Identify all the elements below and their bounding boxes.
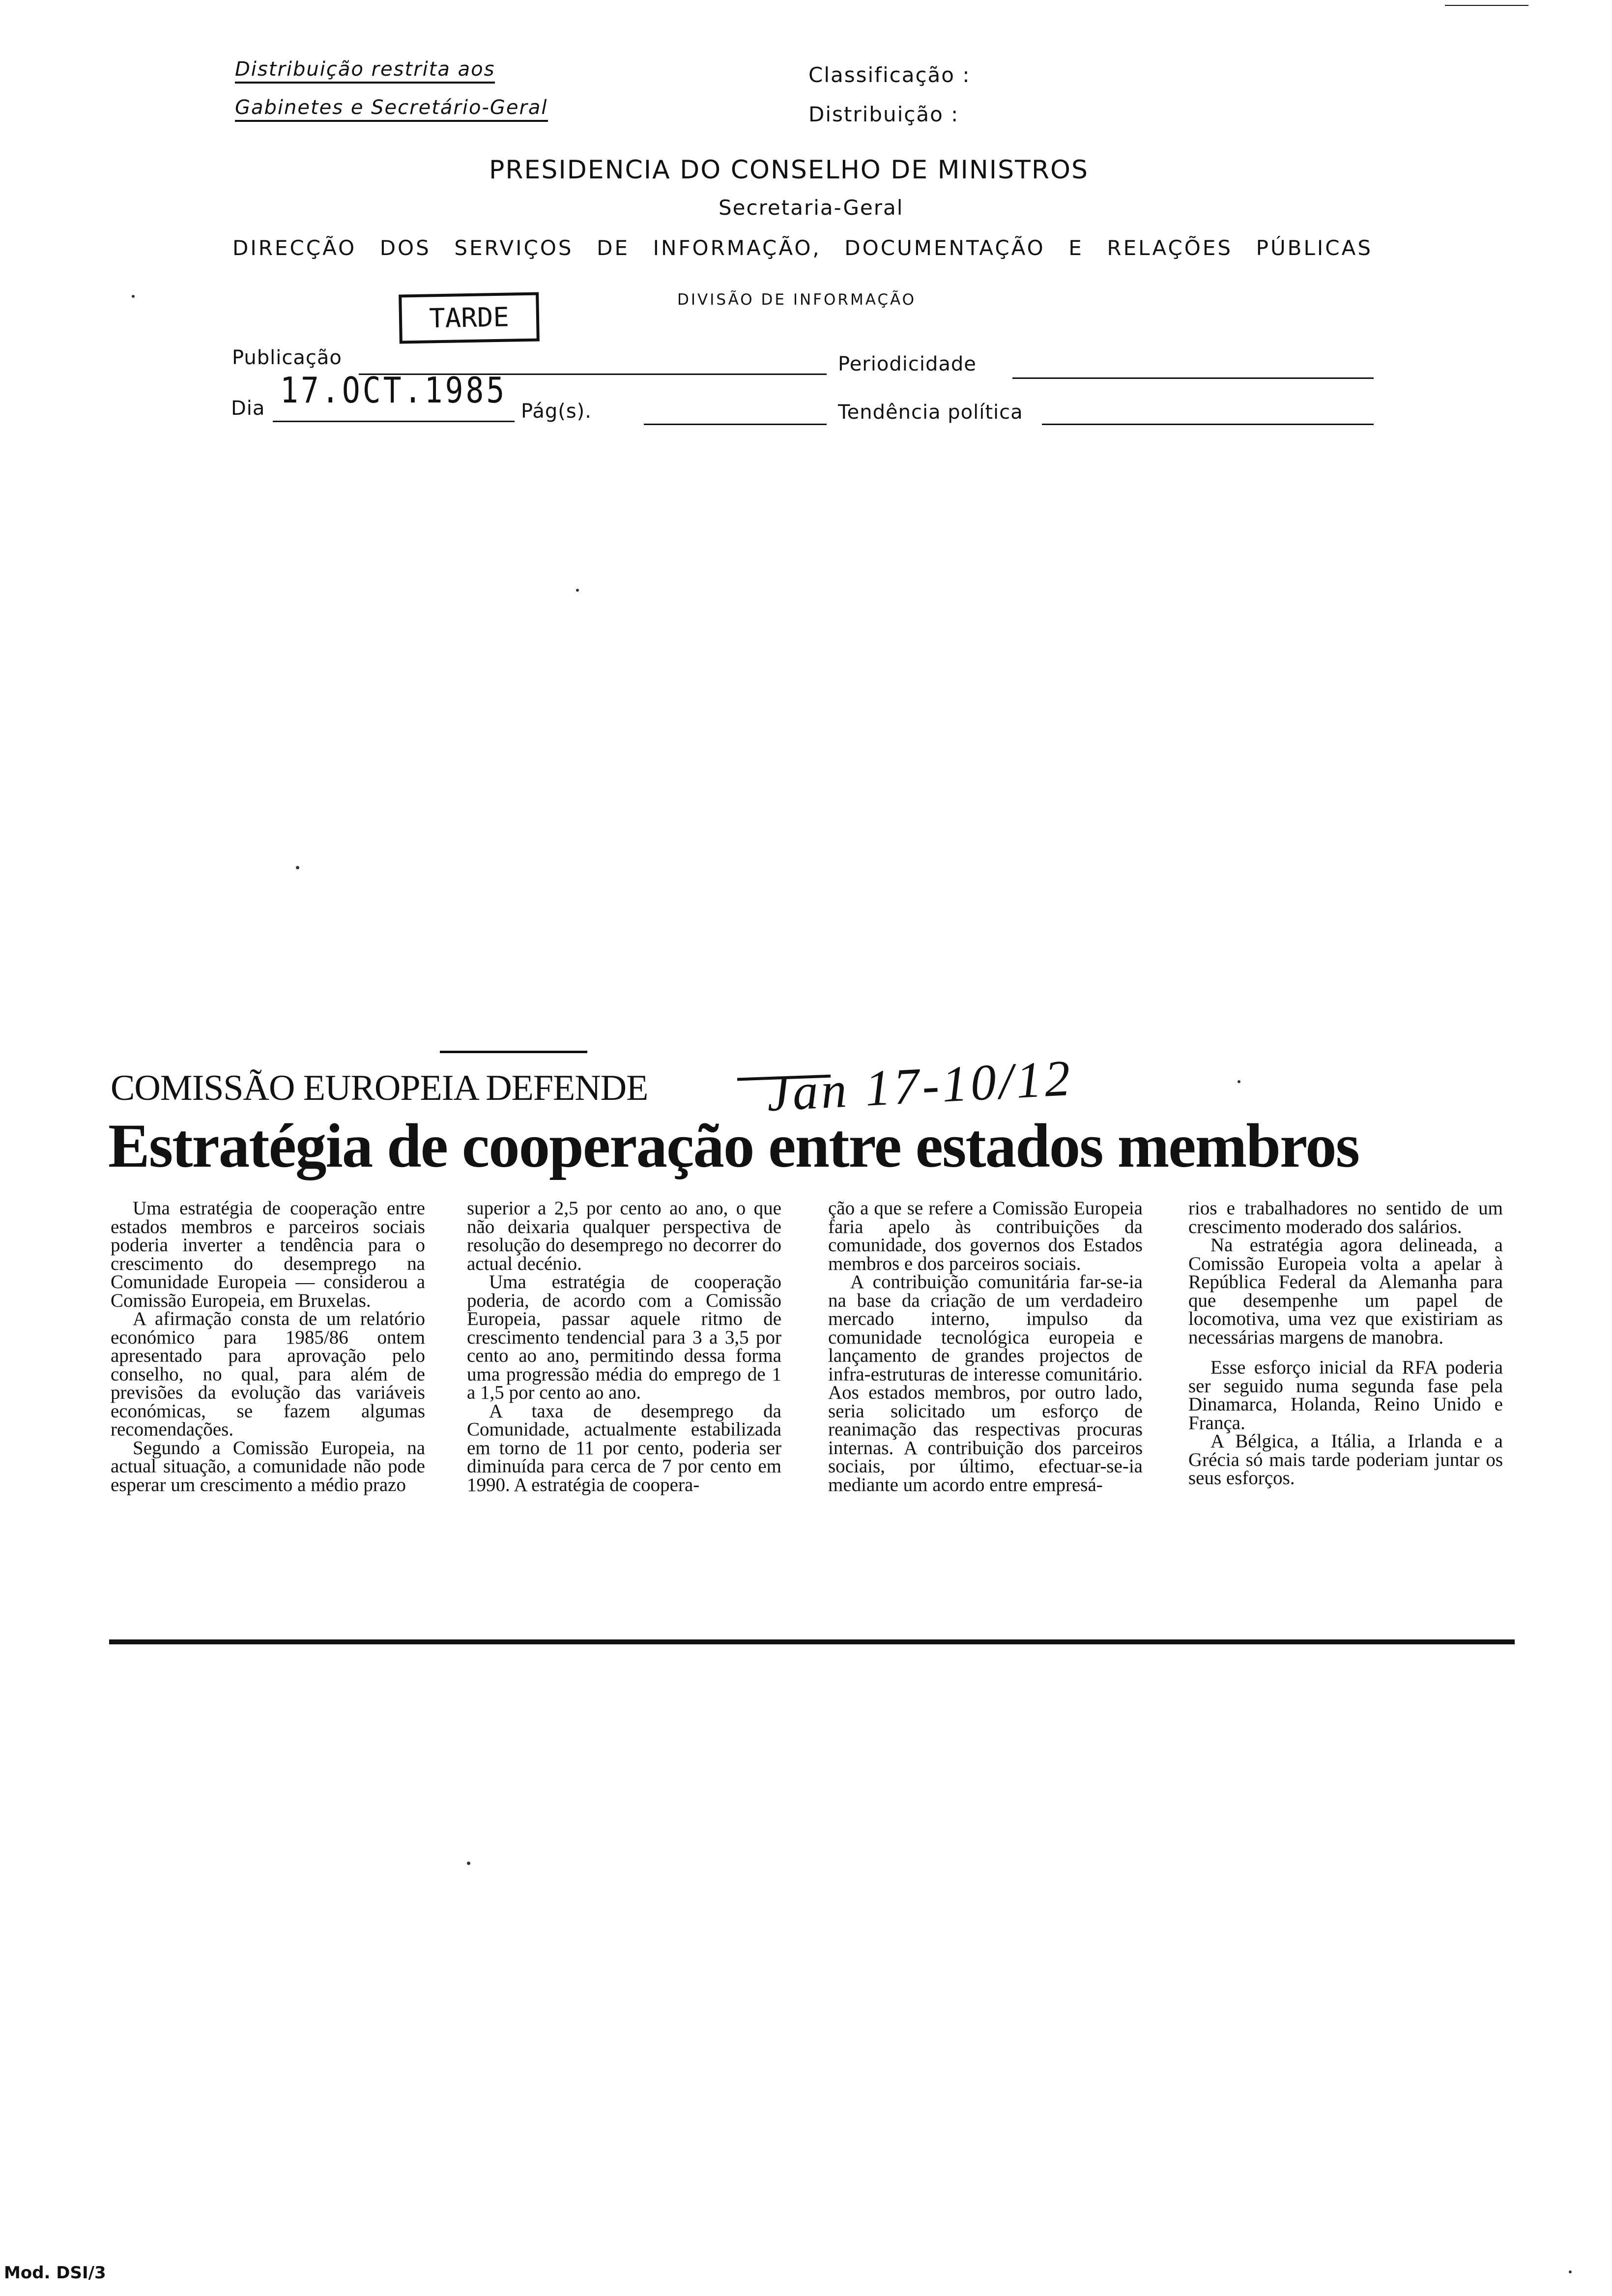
article-headline: Estratégia de cooperação entre estados membros [108,1112,1359,1180]
article-paragraph: A afirmação consta de um relatório económico para 1985/86 ontem apresentado para aprovação pelo conselho, no qual, para além de previsões da evolução das variáveis económicas, se fazem algumas recomendações. [111,1308,425,1440]
article-paragraph: superior a 2,5 por cento ao ano, o que não deixaria qualquer perspectiva de resolução do desemprego no decorrer do actual decénio. [467,1198,781,1274]
article-paragraph: A taxa de desemprego da Comunidade, actualmente estabilizada em torno de 11 por cento, poderia ser diminuída para cerca de 7 por cento em 1990. A estratégia de coopera- [467,1400,781,1495]
publication-label: Publicação [232,346,342,369]
article-paragraph: Esse esforço inicial da RFA poderia ser seguido numa segunda fase pela Dinamarca, Holanda, Reino Unido e França. [1188,1357,1503,1434]
date-stamp: 17.OCT.1985 [280,370,507,411]
scan-speck [1238,1080,1240,1083]
article-column-1 [111,1199,425,1494]
article-paragraph: Na estratégia agora delineada, a Comissão Europeia volta a apelar à República Federal da Alemanha para que desempenhe um papel de locomotiva, uma vez que existiriam as necessárias margens de manobra. [1188,1234,1503,1348]
handwritten-annotation: Jan 17-10/12 [765,1049,1075,1122]
article-paragraph: Uma estratégia de cooperação entre estados membros e parceiros sociais poderia inverter a tendência para o crescimento do desemprego na Comunidade Europeia — considerou a Comissão Europeia, em Bruxelas. [111,1198,425,1311]
presidency-title: PRESIDENCIA DO CONSELHO DE MINISTROS [489,155,1089,185]
scan-speck [132,295,135,298]
division-title: DIVISÃO DE INFORMAÇÃO [677,291,917,309]
scan-speck [576,589,579,592]
kicker-top-rule [440,1051,587,1053]
pages-field-line [644,424,827,425]
publication-stamp: TARDE [399,292,540,344]
form-model-code: Mod. DSI/3 [4,2263,106,2283]
periodicity-label: Periodicidade [838,353,977,375]
article-bottom-rule [109,1639,1515,1644]
directorate-title: DIRECÇÃO DOS SERVIÇOS DE INFORMAÇÃO, DOCUMENTAÇÃO E RELAÇÕES PÚBLICAS [232,236,1373,260]
distribution-label: Distribuição : [808,102,959,126]
classification-label: Classificação : [808,63,971,87]
political-tendency-field-line [1042,424,1374,425]
article-paragraph: rios e trabalhadores no sentido de um crescimento moderado dos salários. [1188,1198,1503,1237]
distribution-restricted-note: Distribuição restrita aos [235,58,495,84]
article-column-3 [828,1199,1143,1494]
article-paragraph: Uma estratégia de cooperação poderia, de acordo com a Comissão Europeia, passar aquele ritmo de crescimento tendencial para 3 a 3,5 por cento ao ano, permitindo dessa forma uma progressão média do emprego de 1 a 1,5 por cento ao ano. [467,1271,781,1403]
day-field-line [273,421,515,422]
article-paragraph: A contribuição comunitária far-se-ia na base da criação de um verdadeiro mercado interno, impulso da comunidade tecnológica europeia e lançamento de grandes projectos de infra-estruturas de interesse comunitário. Aos estados membros, por outro lado, seria solicitado um esforço de reanimação das respectivas procuras internas. A contribuição dos parceiros sociais, por último, efectuar-se-ia mediante um acordo entre empresá- [828,1271,1143,1495]
pages-label: Pág(s). [521,400,592,423]
scan-speck [296,866,299,869]
scan-speck [467,1862,470,1865]
article-kicker: COMISSÃO EUROPEIA DEFENDE [111,1068,648,1108]
article-paragraph: A Bélgica, a Itália, a Irlanda e a Grécia só mais tarde poderiam juntar os seus esforços. [1188,1431,1503,1489]
distribution-cabinets-note: Gabinetes e Secretário-Geral [235,96,548,122]
article-column-4 [1188,1199,1503,1488]
article-paragraph: Segundo a Comissão Europeia, na actual situação, a comunidade não pode esperar um crescimento a médio prazo [111,1437,425,1495]
political-tendency-label: Tendência política [838,401,1023,424]
article-paragraph: ção a que se refere a Comissão Europeia faria apelo às contribuições da comunidade, dos governos dos Estados membros e dos parceiros sociais. [828,1198,1143,1274]
scan-speck [1569,2270,1572,2273]
secretariat-subtitle: Secretaria-Geral [719,196,904,220]
scan-mark-right [1445,5,1528,6]
day-label: Dia [231,397,265,420]
periodicity-field-line [1012,377,1374,379]
article-column-2 [467,1199,781,1494]
